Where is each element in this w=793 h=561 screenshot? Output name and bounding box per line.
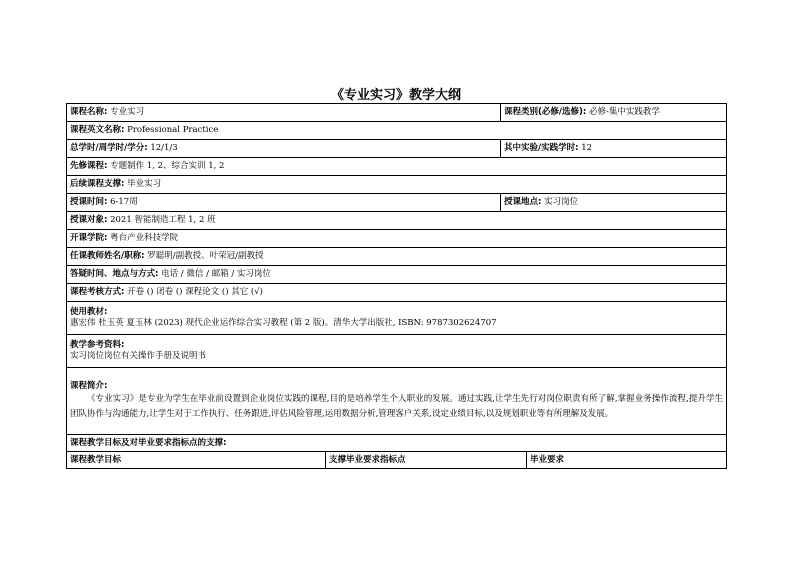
row-goals-header [67, 452, 727, 469]
row-school [67, 230, 727, 248]
qa-label: 答疑时间、地点与方式: [70, 269, 159, 279]
syllabus-table [66, 103, 727, 469]
goals-col1-header: 课程教学目标 [70, 454, 122, 465]
row-intro [67, 368, 727, 435]
hours-credits-label: 总学时/周学时/学分: [70, 143, 148, 153]
intro-text: 《专业实习》是专业为学生在毕业前设置到企业岗位实践的课程,目的是培养学生个人职业的发展。通过实践,让学生先行对岗位职责有所了解,掌握业务操作流程,提升学生团队协作与沟通能力,让学生对于工作执行、任务跟进,评估风险管理,运用数据分析,管理客户关系,设定业绩目标,以及规划职业等有所理解及发展。 [70, 393, 724, 419]
cell-experiment-hours [501, 140, 727, 158]
cell-course-category [501, 104, 727, 122]
row-audience [67, 212, 727, 230]
cell-english-name [67, 122, 727, 140]
follow-up-label: 后续课程支撑: [70, 179, 125, 189]
row-english-name [67, 122, 727, 140]
audience-value: 2021 智能制造工程 1, 2 班 [110, 215, 216, 225]
teachers-value: 罗聪明/副教授、叶荣冠/副教授 [147, 251, 264, 261]
cell-teachers [67, 248, 727, 266]
row-course-name [67, 104, 727, 122]
english-name-value: Professional Practice [127, 125, 219, 135]
intro-label: 课程简介: [70, 380, 108, 391]
cell-goals-col1 [67, 452, 326, 469]
teaching-place-value: 实习岗位 [544, 197, 579, 207]
hours-credits-value: 12/1/3 [150, 143, 178, 153]
row-textbook [67, 302, 727, 335]
goals-support-label: 课程教学目标及对毕业要求指标点的支撑: [70, 437, 227, 448]
prerequisites-label: 先修课程: [70, 161, 108, 171]
follow-up-value: 毕业实习 [127, 179, 162, 189]
cell-teaching-time [67, 194, 501, 212]
cell-textbook [67, 302, 727, 335]
references-label: 教学参考资料: [70, 340, 125, 350]
qa-value: 电话 / 微信 / 邮箱 / 实习岗位 [161, 269, 271, 279]
experiment-hours-label: 其中实验/实践学时: [504, 143, 579, 153]
cell-qa [67, 266, 727, 284]
row-references [67, 335, 727, 368]
goals-col2-header: 支撑毕业要求指标点 [329, 454, 406, 465]
cell-audience [67, 212, 727, 230]
teaching-time-label: 授课时间: [70, 197, 108, 207]
textbook-label: 使用教材: [70, 307, 108, 317]
school-value: 粤台产业科技学院 [110, 233, 179, 243]
row-qa [67, 266, 727, 284]
teachers-label: 任课教师姓名/职称: [70, 251, 145, 261]
row-hours [67, 140, 727, 158]
cell-goals-col3 [527, 452, 727, 469]
cell-teaching-place [501, 194, 727, 212]
row-time-place [67, 194, 727, 212]
cell-hours-credits [67, 140, 501, 158]
cell-references [67, 335, 727, 368]
school-label: 开课学院: [70, 233, 108, 243]
course-name-value: 专业实习 [110, 107, 145, 117]
row-assessment [67, 284, 727, 302]
row-teachers [67, 248, 727, 266]
cell-follow-up [67, 176, 727, 194]
assessment-value: 开卷 () 闭卷 () 课程论文 () 其它 (√) [127, 287, 263, 297]
experiment-hours-value: 12 [581, 143, 593, 153]
cell-assessment [67, 284, 727, 302]
audience-label: 授课对象: [70, 215, 108, 225]
page-title: 《专业实习》教学大纲 [330, 88, 461, 103]
assessment-label: 课程考核方式: [70, 287, 125, 297]
cell-intro [67, 368, 727, 435]
row-follow-up [67, 176, 727, 194]
cell-goals-col2 [326, 452, 527, 469]
cell-prerequisites [67, 158, 727, 176]
goals-col3-header: 毕业要求 [530, 454, 565, 465]
course-category-label: 课程类别(必修/选修): [504, 107, 587, 117]
row-goals-support [67, 435, 727, 452]
course-category-value: 必修-集中实践教学 [589, 107, 660, 117]
english-name-label: 课程英文名称: [70, 125, 125, 135]
cell-school [67, 230, 727, 248]
teaching-place-label: 授课地点: [504, 197, 542, 207]
cell-course-name [67, 104, 501, 122]
prerequisites-value: 专题制作 1, 2、综合实训 1, 2 [110, 161, 225, 171]
course-name-label: 课程名称: [70, 107, 108, 117]
cell-goals-support [67, 435, 727, 452]
teaching-time-value: 6-17周 [110, 197, 138, 207]
textbook-value: 惠宏伟 杜玉英 夏玉林 (2023) 现代企业运作综合实习教程 (第 2 版)。清华大学出版社, ISBN: 9787302624707 [70, 318, 497, 328]
row-prerequisites [67, 158, 727, 176]
references-value: 实习岗位岗位有关操作手册及说明书 [70, 351, 207, 361]
